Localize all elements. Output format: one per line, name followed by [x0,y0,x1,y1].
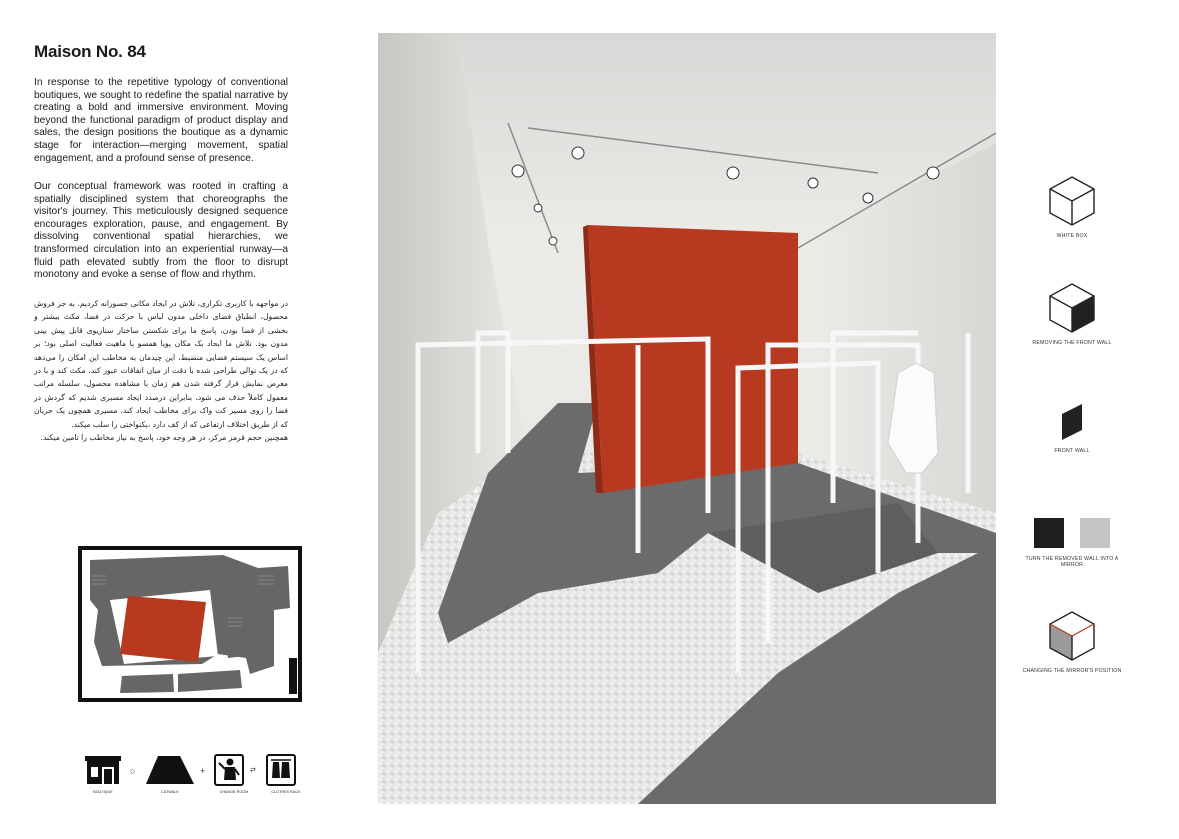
diagram-front-wall [1018,400,1126,454]
project-title: Maison No. 84 [34,42,146,61]
intro-paragraph: In response to the repetitive typology of conventional boutiques, we sought to redefine the spatial narrative by creating a bold and immersive environment. Moving beyond the functional paradigm of product display and sales, the design positions the boutique as a dynamic stage for interaction—merging movement, spatial engagement, and a profound sense of presence. [34,77,288,164]
legend-change-room [214,754,249,794]
persian-paragraph-1: در مواجهه با کاربری تکراری، تلاش در ایجاد مکانی جسورانه کردیم. به جز فروش محصول، انطباق فضای داخلی مدون لباس با حرکت در فضا، مکث بیشتر و بخشی از فضا بودن، پاسخ ما برای شکستن ساختار سناریوی قابل پیش بینی مدون بود. تلاش ما ایجاد یک مکان پویا همسو با ماهیت فعالیت اصلی بود؛ بر اساس یک سیستم فضایی منضبط، این چیدمان به مخاطب این امکان را می‌دهد که در یک توالی طراحی شده با دقت از میان اتفاقات عبور کند، مکث کند و با در معرض نمایش قرار گرفته شدن هم زمان با مشاهده محصول، سلسله مراتب معمول کاملاً حذف می شود، بنابراین درصدد ایجاد مسیری شدیم که گردش در فضا را روی مسیر کت واک برای مخاطب ایجاد کند، مسیری همچون یک جریان که از طریق اختلاف ارتفاعی که از کف دارد ،یکنواختی را سلب میکند. [34,299,288,429]
persian-text [34,297,288,444]
change-room-icon [214,754,244,786]
concept-paragraph: Our conceptual framework was rooted in crafting a spatially disciplined system that choreographs the visitor's journey. This meticulously designed sequence encourages exploration, pause, and engagement. By dissolving conventional spatial hierarchies, we transformed circulation into an experiential runway—a fluid path elevated subtly from the floor to disrupt monotony and evoke a sense of flow and rhythm. [34,181,288,281]
legend-label: CLOTHES RACK [271,790,301,794]
diagram-mirror [1018,516,1126,568]
mirror-swatch-icon [1032,516,1112,550]
arrows-operator: ⇄ [250,767,256,774]
circle-operator: ○ [130,766,136,776]
legend-boutique [83,754,123,794]
plus-operator: + [200,766,206,776]
diagram-label: WHITE BOX [1056,233,1088,239]
open-box-icon [1048,282,1096,334]
clothes-rack-icon [266,754,296,786]
persian-paragraph-2: همچنین حجم قرمز مرکز، در هر وجه خود، پاسخ به نیاز مخاطب را تامین میکند. [40,433,288,443]
diagram-removing-front-wall [1018,282,1126,346]
legend-label: CATWALK [161,790,179,794]
floor-plan [78,546,302,702]
mirror-box-icon [1048,610,1096,662]
white-box-icon [1048,175,1096,227]
legend-clothes-rack [266,754,301,794]
red-volume [120,596,206,662]
legend-label: CHANGE ROOM [219,790,249,794]
diagram-label: REMOVING THE FRONT WALL [1032,340,1112,346]
boutique-icon [83,754,123,786]
front-wall-icon [1048,400,1096,442]
diagram-label: CHANGING THE MIRROR'S POSITION [1022,668,1122,674]
diagram-label: FRONT WALL [1054,448,1090,454]
legend-catwalk [144,754,196,794]
interior-photo [378,33,996,804]
legend-label: BOUTIQUE [93,790,113,794]
diagram-white-box [1018,175,1126,239]
diagram-label: TURN THE REMOVED WALL INTO A MIRROR [1025,556,1119,568]
catwalk-icon [144,754,196,786]
diagram-mirror-position [1018,610,1126,674]
